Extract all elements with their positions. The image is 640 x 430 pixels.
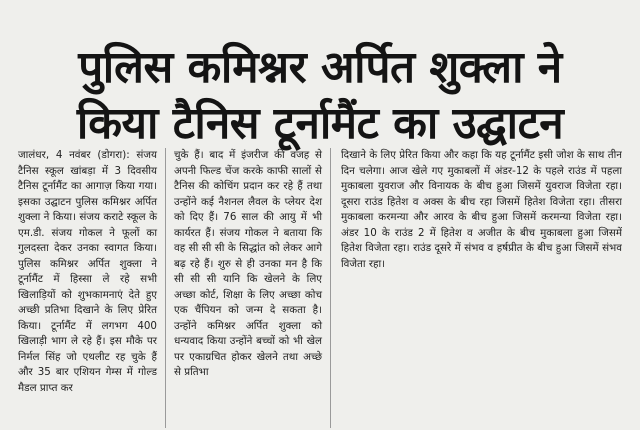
article-body	[18, 148, 622, 428]
headline	[20, 40, 620, 152]
article-column-3	[330, 148, 622, 428]
column-1-text: जालंधर, 4 नवंबर (डोगरा): संजय टैनिस स्कूल खांबड़ा में 3 दिवसीय टैनिस टूर्नामैंट का आगाज़ किया गया। इसका उद्घाटन पुलिस कमिश्नर अर्पित शुक्ला ने किया। संजय कराटे स्कूल के एम.डी. संजय गोकल ने फूलों का गुलदस्ता देकर उनका स्वागत किया। पुलिस कमिश्नर अर्पित शुक्ला ने टूर्नामैंट में हिस्सा ले रहे सभी खिलाड़ियों को शुभकामनाएं देते हुए अच्छी प्रतिभा दिखाने के लिए प्रेरित किया। टूर्नामैंट में लगभग 400 खिलाड़ी भाग ले रहे हैं। इस मौके पर निर्मल सिंह जो एथलीट रह चुके हैं और 35 बार एशियन गेम्स में गोल्ड मैडल प्राप्त कर	[18, 149, 157, 394]
article-column-1	[18, 148, 165, 428]
column-3-text: दिखाने के लिए प्रेरित किया और कहा कि यह टूर्नामैंट इसी जोश के साथ तीन दिन चलेगा। आज खेले गए मुकाबलों में अंडर-12 के पहले राउंड में पहला मुकाबला युवराज और विनायक के बीच हुआ जिसमें युवराज विजेता रहा। दूसरा राउंड हितेश व अक्स के बीच रहा जिसमें हितेश विजेता रहा। तीसरा मुकाबला करमन्या और आरव के बीच हुआ जिसमें करमन्या विजेता रहा। अंडर 10 के राउंड 2 में हितेश व अजीत के बीच मुकाबला हुआ जिसमें हितेश विजेता रहा। राउंड दूसरे में संभव व हर्षप्रीत के बीच हुआ जिसमें संभव विजेता रहा।	[341, 149, 622, 270]
column-2-text: चुके हैं। बाद में इंजरीज की वजह से अपनी फिल्ड चेंज करके काफी सालों से टैनिस की कोचिंग प्रदान कर रहे हैं तथा उन्होंने कई नैशनल लैवल के प्लेयर देश को दिए हैं। 76 साल की आयु में भी कार्यरत हैं। संजय गोकल ने बताया कि वह सी सी सी के सिद्धांत को लेकर आगे बढ़ रहे हैं। शुरु से ही उनका मन है कि सी सी सी यानि कि खेलने के लिए अच्छा कोर्ट, शिक्षा के लिए अच्छा कोच एक चैंपियन को जन्म दे सकता है। उन्होंने कमिश्नर अर्पित शुक्ला को धन्यवाद किया उन्होंने बच्चों को भी खेल पर एकाग्रचित होकर खेलने तथा अच्छे से प्रतिभा	[174, 149, 322, 378]
headline-line-1: पुलिस कमिश्नर अर्पित शुक्ला ने	[78, 42, 562, 93]
headline-line-2: किया टैनिस टूर्नामैंट का उद्घाटन	[76, 98, 564, 149]
article-column-2	[165, 148, 330, 428]
